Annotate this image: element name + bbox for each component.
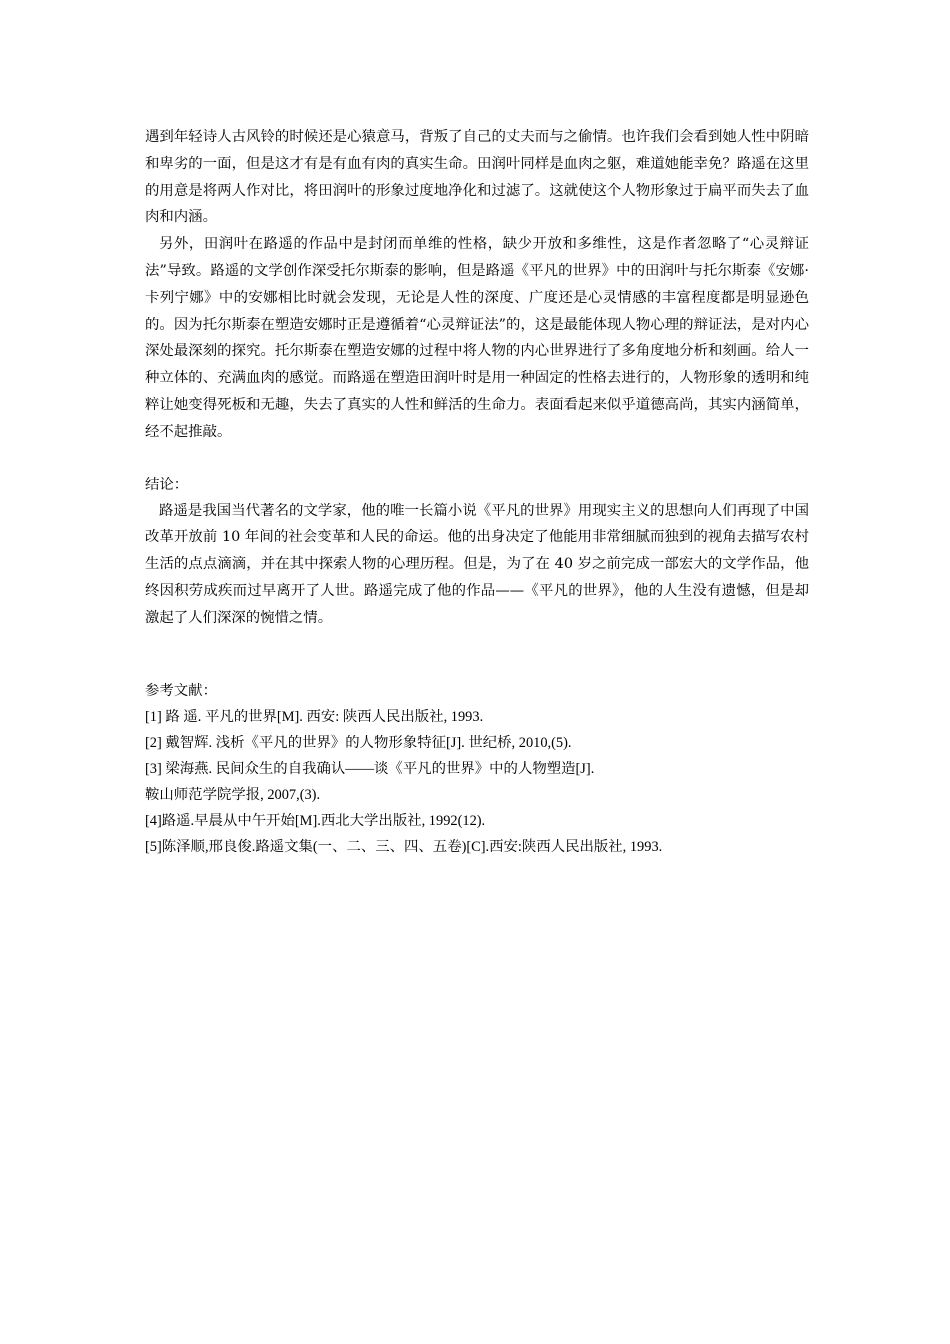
reference-item: [1] 路 遥. 平凡的世界[M]. 西安: 陕西人民出版社, 1993.: [145, 708, 484, 725]
reference-item-continuation: 鞍山师范学院学报, 2007,(3).: [145, 786, 321, 803]
reference-item: [2] 戴智辉. 浅析《平凡的世界》的人物形象特征[J]. 世纪桥, 2010,(5).: [145, 734, 572, 751]
conclusion-heading: 结论：: [145, 476, 189, 493]
body-paragraph-2: 另外，田润叶在路遥的作品中是封闭而单维的性格，缺少开放和多维性，这是作者忽略了“心灵辩证法”导致。路遥的文学创作深受托尔斯泰的影响，但是路遥《平凡的世界》中的田润叶与托尔斯泰《安娜·卡列宁娜》中的安娜相比时就会发现，无论是人性的深度、广度还是心灵情感的丰富程度都是明显逊色的。因为托尔斯泰在塑造安娜时正是遵循着“心灵辩证法”的，这是最能体现人物心理的辩证法，是对内心深处最深刻的探究。托尔斯泰在塑造安娜的过程中将人物的内心世界进行了多角度地分析和刻画。给人一种立体的、充满血肉的感觉。而路遥在塑造田润叶时是用一种固定的性格去进行的，人物形象的透明和纯粹让她变得死板和无趣，失去了真实的人性和鲜活的生命力。表面看起来似乎道德高尚，其实内涵简单，经不起推敲。: [145, 236, 809, 440]
section-gap: [145, 446, 809, 472]
document-body: [145, 124, 809, 860]
reference-item: [4]路遥.早晨从中午开始[M].西北大学出版社, 1992(12).: [145, 812, 486, 829]
reference-item: [5]陈泽顺,邢良俊.路遥文集(一、二、三、四、五卷)[C].西安:陕西人民出版社, 1993.: [145, 838, 663, 855]
section-gap: [145, 632, 809, 678]
references-list: [145, 704, 809, 860]
reference-item: [3] 梁海燕. 民间众生的自我确认——谈《平凡的世界》中的人物塑造[J].: [145, 760, 595, 777]
body-paragraph-1: 遇到年轻诗人古风铃的时候还是心猿意马，背叛了自己的丈夫而与之偷情。也许我们会看到她人性中阴暗和卑劣的一面，但是这才有是有血有肉的真实生命。田润叶同样是血肉之躯，难道她能幸免？路遥在这里的用意是将两人作对比，将田润叶的形象过度地净化和过滤了。这就使这个人物形象过于扁平而失去了血肉和内涵。: [145, 129, 809, 226]
references-heading: 参考文献：: [145, 682, 217, 699]
conclusion-paragraph: 路遥是我国当代著名的文学家，他的唯一长篇小说《平凡的世界》用现实主义的思想向人们再现了中国改革开放前 10 年间的社会变革和人民的命运。他的出身决定了他能用非常细腻而独到的视角去描写农村生活的点点滴滴，并在其中探索人物的心理历程。但是，为了在 40 岁之前完成一部宏大的文学作品，他终因积劳成疾而过早离开了人世。路遥完成了他的作品——《平凡的世界》，他的人生没有遗憾，但是却激起了人们深深的惋惜之情。: [145, 502, 809, 626]
